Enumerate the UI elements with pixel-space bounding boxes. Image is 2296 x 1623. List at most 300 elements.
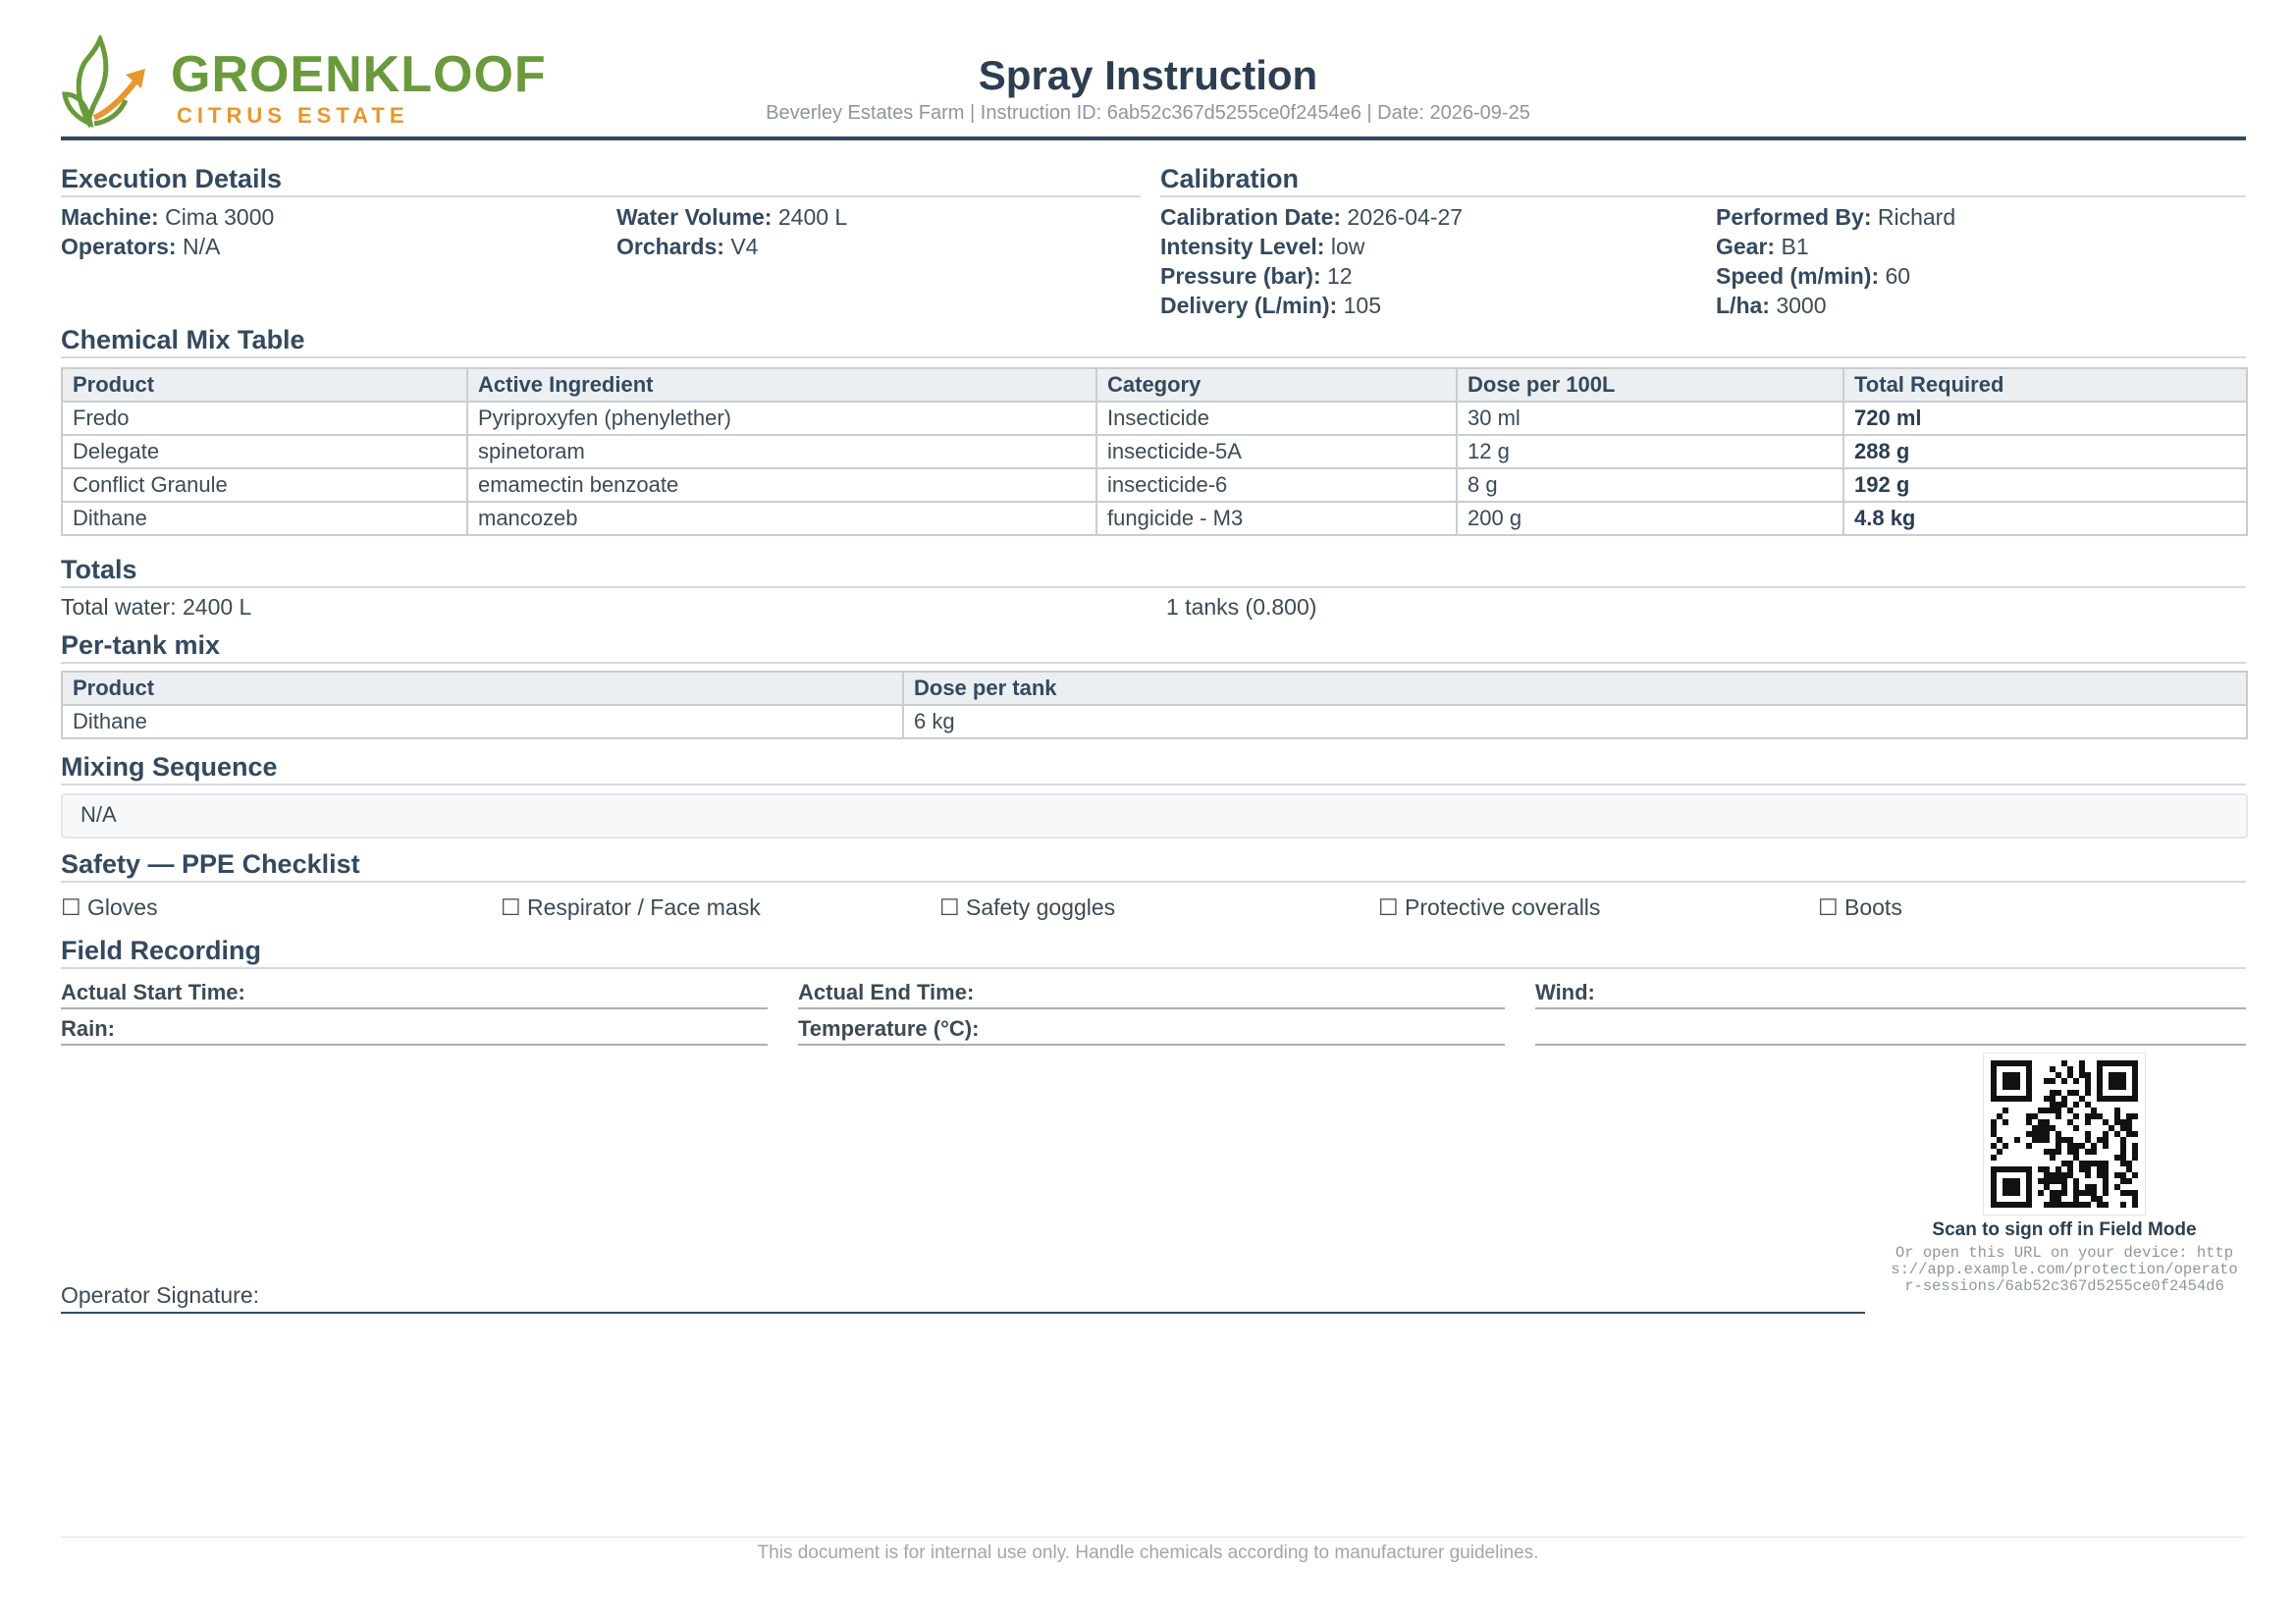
qr-module [2103,1096,2109,1102]
qr-module [2067,1161,2073,1166]
qr-module [2132,1096,2138,1102]
qr-module [2056,1172,2061,1178]
qr-module [2126,1060,2132,1066]
qr-module [2038,1166,2044,1172]
qr-module [2114,1172,2120,1178]
ppe-boots-checkbox[interactable]: ☐ Boots [1818,894,1902,920]
qr-module [1997,1060,2002,1066]
qr-module [2050,1096,2056,1102]
qr-module [2120,1084,2126,1090]
qr-module [2002,1096,2008,1102]
qr-module [2014,1072,2020,1078]
qr-module [2067,1143,2073,1149]
qr-module [2103,1166,2109,1172]
qr-module [1991,1190,1997,1196]
qr-module [2126,1161,2132,1166]
qr-module [2067,1108,2073,1113]
qr-module [2079,1096,2085,1102]
qr-module [2097,1172,2103,1178]
field-label: Calibration Date: [1160,204,1342,230]
qr-module [2026,1119,2032,1125]
qr-module [2097,1196,2103,1202]
mixing-sequence-box [61,793,2248,839]
rain-field[interactable]: Rain: [61,1014,768,1046]
qr-module [2126,1178,2132,1184]
qr-code[interactable] [1983,1053,2146,1216]
qr-module [2073,1125,2079,1131]
qr-module [2050,1149,2056,1155]
qr-module [2056,1178,2061,1184]
field-value: 2400 L [777,204,848,230]
qr-module [2014,1084,2020,1090]
footer-disclaimer: This document is for internal use only. Handle chemicals according to manufacturer guidelines. [757,1542,1539,1563]
qr-module [1991,1155,1997,1161]
qr-module [2109,1078,2114,1084]
qr-module [2067,1119,2073,1125]
field-label: Delivery (L/min): [1160,293,1338,318]
qr-module [2120,1149,2126,1155]
calibration-field [1716,202,1955,232]
qr-module [1991,1143,1997,1149]
qr-module [2126,1131,2132,1137]
qr-module [2038,1131,2044,1137]
qr-module [2120,1190,2126,1196]
qr-module [2038,1190,2044,1196]
qr-module [2056,1149,2061,1155]
qr-module [2085,1172,2091,1178]
table-row [62,705,2247,738]
qr-module [2085,1166,2091,1172]
qr-module [2085,1113,2091,1119]
field-value: 3000 [1776,293,1827,318]
qr-module [2091,1143,2097,1149]
qr-module [2067,1072,2073,1078]
calibration-field [1160,261,1353,291]
qr-module [1991,1078,1997,1084]
field-recording-heading: Field Recording [61,935,2246,969]
column-header: Category [1096,368,1457,402]
chemical-mix-table [61,367,2248,536]
qr-module [2091,1108,2097,1113]
calibration-field [1716,232,1809,261]
qr-module [2097,1166,2103,1172]
execution-details-heading: Execution Details [61,163,1141,197]
qr-module [2085,1184,2091,1190]
qr-module [1991,1096,1997,1102]
qr-module [2026,1060,2032,1066]
qr-module [2026,1202,2032,1208]
qr-module [2085,1137,2091,1143]
qr-module [2032,1137,2038,1143]
calibration-field [1160,291,1381,320]
qr-module [1991,1072,1997,1078]
field-label: L/ha: [1716,293,1770,318]
qr-module [2120,1161,2126,1166]
field-value: low [1330,234,1365,259]
qr-module [2056,1108,2061,1113]
qr-module [2109,1084,2114,1090]
qr-module [2109,1096,2114,1102]
dose-cell: 200 g [1457,502,1843,535]
field-label: Pressure (bar): [1160,263,1321,289]
qr-module [2073,1190,2079,1196]
qr-module [2073,1202,2079,1208]
wind-field[interactable]: Wind: [1535,978,2246,1009]
qr-caption: Scan to sign off in Field Mode [1932,1219,2197,1240]
qr-module [2020,1166,2026,1172]
qr-module [2091,1184,2097,1190]
table-header-row [62,368,2247,402]
qr-module [2026,1143,2032,1149]
temperature-field[interactable]: Temperature (°C): [798,1014,1505,1046]
qr-code-icon [1991,1060,2138,1208]
field-value: 12 [1327,263,1353,289]
table-header-row [62,672,2247,705]
qr-module [2097,1066,2103,1072]
qr-module [2050,1108,2056,1113]
qr-module [2085,1202,2091,1208]
qr-module [2132,1149,2138,1155]
dose-cell: 8 g [1457,468,1843,502]
total-required-cell: 720 ml [1843,402,2247,435]
table-row [62,468,2247,502]
qr-fallback-url[interactable]: Or open this URL on your device: https://app.example.com/protection/operator-sessions/6ab52c367d5255ce0f2454d6 [1891,1244,2238,1295]
qr-module [2073,1184,2079,1190]
field-label: Operators: [61,234,177,259]
qr-module [2020,1060,2026,1066]
qr-module [2014,1184,2020,1190]
qr-module [2061,1102,2067,1108]
qr-module [2067,1066,2073,1072]
qr-module [2073,1178,2079,1184]
qr-module [2073,1155,2079,1161]
qr-module [2026,1190,2032,1196]
ppe-respirator-checkbox[interactable]: ☐ Respirator / Face mask [501,894,761,920]
category-cell: Insecticide [1096,402,1457,435]
signature-line[interactable] [61,1312,1865,1314]
total-required-cell: 4.8 kg [1843,502,2247,535]
qr-module [2132,1113,2138,1119]
qr-module [2008,1084,2014,1090]
active-ingredient-cell: emamectin benzoate [467,468,1096,502]
field-value: B1 [1781,234,1809,259]
qr-module [2114,1131,2120,1137]
execution-field [616,232,758,261]
qr-module [2038,1137,2044,1143]
header-divider [61,136,2246,140]
qr-module [2044,1131,2050,1137]
qr-module [2097,1078,2103,1084]
qr-module [2061,1184,2067,1190]
qr-module [2008,1060,2014,1066]
qr-module [2132,1155,2138,1161]
qr-module [2132,1172,2138,1178]
qr-module [2085,1102,2091,1108]
qr-module [2132,1202,2138,1208]
qr-module [2114,1155,2120,1161]
qr-module [2097,1060,2103,1066]
qr-module [2050,1190,2056,1196]
dose-cell: 30 ml [1457,402,1843,435]
qr-module [2014,1178,2020,1184]
qr-module [2114,1078,2120,1084]
qr-module [1991,1066,1997,1072]
qr-module [2061,1190,2067,1196]
qr-module [2103,1137,2109,1143]
actual-end-time-field[interactable]: Actual End Time: [798,978,1505,1009]
qr-module [2002,1143,2008,1149]
field-value: Cima 3000 [165,204,275,230]
qr-module [2097,1137,2103,1143]
qr-module [2085,1078,2091,1084]
product-cell: Fredo [62,402,467,435]
qr-module [2026,1184,2032,1190]
qr-module [2091,1196,2097,1202]
per-tank-table [61,671,2248,739]
qr-module [2050,1202,2056,1208]
total-required-cell: 192 g [1843,468,2247,502]
qr-module [2103,1190,2109,1196]
qr-module [2120,1072,2126,1078]
qr-module [2109,1125,2114,1131]
qr-module [2050,1178,2056,1184]
qr-module [2050,1196,2056,1202]
qr-module [2097,1113,2103,1119]
qr-module [2044,1172,2050,1178]
column-header: Dose per tank [903,672,2247,705]
field-value: N/A [182,234,221,259]
qr-module [2026,1090,2032,1096]
execution-field [61,232,220,261]
qr-module [2008,1078,2014,1084]
qr-module [2103,1143,2109,1149]
qr-module [2085,1131,2091,1137]
column-header: Product [62,368,467,402]
qr-module [2085,1161,2091,1166]
qr-module [2026,1084,2032,1090]
qr-module [2008,1178,2014,1184]
qr-module [2091,1113,2097,1119]
qr-module [2079,1190,2085,1196]
qr-module [2109,1072,2114,1078]
qr-module [2026,1113,2032,1119]
calibration-field [1716,261,1910,291]
qr-module [2114,1108,2120,1113]
qr-module [2109,1060,2114,1066]
qr-module [2085,1149,2091,1155]
qr-module [2097,1084,2103,1090]
qr-module [2014,1137,2020,1143]
qr-module [2067,1137,2073,1143]
qr-module [1991,1172,1997,1178]
qr-module [2132,1072,2138,1078]
qr-module [2114,1084,2120,1090]
qr-module [1991,1196,1997,1202]
execution-field [616,202,847,232]
logo-tagline: CITRUS ESTATE [177,103,409,128]
qr-module [2079,1072,2085,1078]
qr-module [1991,1166,1997,1172]
qr-module [2103,1161,2109,1166]
qr-module [2002,1072,2008,1078]
qr-module [2044,1096,2050,1102]
qr-module [2120,1125,2126,1131]
product-cell: Conflict Granule [62,468,467,502]
qr-module [1991,1131,1997,1137]
execution-field [61,202,274,232]
qr-module [2056,1143,2061,1149]
qr-module [2079,1060,2085,1066]
calibration-field [1716,291,1827,320]
qr-module [2079,1161,2085,1166]
qr-module [2002,1184,2008,1190]
qr-module [2002,1178,2008,1184]
qr-module [1991,1178,1997,1184]
qr-module [2056,1113,2061,1119]
qr-module [2073,1078,2079,1084]
field-label: Orchards: [616,234,724,259]
qr-module [2026,1166,2032,1172]
qr-module [2132,1078,2138,1084]
qr-module [2085,1072,2091,1078]
active-ingredient-cell: spinetoram [467,435,1096,468]
qr-module [2002,1108,2008,1113]
qr-module [2067,1149,2073,1155]
qr-module [2044,1184,2050,1190]
qr-module [2073,1113,2079,1119]
qr-module [2073,1090,2079,1096]
qr-module [2008,1190,2014,1196]
field-value: Richard [1877,204,1956,230]
qr-module [2091,1190,2097,1196]
field-label: Performed By: [1716,204,1872,230]
qr-module [2061,1096,2067,1102]
qr-module [2061,1202,2067,1208]
qr-module [2002,1084,2008,1090]
column-header: Active Ingredient [467,368,1096,402]
qr-module [2114,1060,2120,1066]
qr-module [2056,1190,2061,1196]
qr-module [2008,1184,2014,1190]
qr-module [2073,1196,2079,1202]
qr-module [2120,1178,2126,1184]
qr-module [1997,1149,2002,1155]
category-cell: fungicide - M3 [1096,502,1457,535]
qr-module [2050,1172,2056,1178]
safety-heading: Safety — PPE Checklist [61,848,2246,883]
qr-module [2085,1190,2091,1196]
qr-module [2079,1202,2085,1208]
qr-module [2126,1119,2132,1125]
qr-module [2056,1131,2061,1137]
qr-module [2103,1184,2109,1190]
qr-module [1991,1184,1997,1190]
qr-module [2002,1060,2008,1066]
qr-module [2008,1072,2014,1078]
qr-module [2038,1178,2044,1184]
qr-module [2002,1078,2008,1084]
qr-module [2026,1178,2032,1184]
per-tank-heading: Per-tank mix [61,629,2246,664]
qr-module [2114,1184,2120,1190]
qr-module [2132,1131,2138,1137]
column-header: Total Required [1843,368,2247,402]
qr-module [2032,1113,2038,1119]
qr-module [2073,1149,2079,1155]
qr-module [2061,1078,2067,1084]
qr-module [1997,1113,2002,1119]
qr-module [2120,1096,2126,1102]
qr-module [2050,1078,2056,1084]
qr-module [2014,1078,2020,1084]
qr-module [2067,1166,2073,1172]
qr-module [2097,1072,2103,1078]
qr-module [2091,1149,2097,1155]
table-row [62,502,2247,535]
qr-module [2126,1096,2132,1102]
qr-module [2044,1108,2050,1113]
qr-module [2061,1178,2067,1184]
qr-module [2120,1119,2126,1125]
qr-module [2132,1084,2138,1090]
qr-module [2120,1202,2126,1208]
category-cell: insecticide-6 [1096,468,1457,502]
qr-module [2097,1090,2103,1096]
mixing-sequence-heading: Mixing Sequence [61,751,2246,785]
qr-module [1991,1060,1997,1066]
qr-module [1997,1137,2002,1143]
qr-module [2056,1166,2061,1172]
ppe-goggles-checkbox[interactable]: ☐ Safety goggles [939,894,1116,920]
qr-module [1991,1202,1997,1208]
field-value: V4 [730,234,759,259]
qr-module [2026,1072,2032,1078]
total-water: Total water: 2400 L [61,594,252,620]
qr-module [2026,1172,2032,1178]
qr-module [2120,1060,2126,1066]
qr-module [2038,1108,2044,1113]
field-label: Machine: [61,204,159,230]
qr-module [2061,1060,2067,1066]
ppe-coveralls-checkbox[interactable]: ☐ Protective coveralls [1378,894,1601,920]
product-cell: Dithane [62,705,903,738]
qr-module [2103,1172,2109,1178]
qr-module [2114,1072,2120,1078]
chemical-mix-heading: Chemical Mix Table [61,324,2246,358]
qr-module [2103,1131,2109,1137]
tank-count: 1 tanks (0.800) [1166,594,1317,620]
qr-module [2044,1202,2050,1208]
qr-module [2073,1102,2079,1108]
blank-field[interactable] [1535,1014,2246,1046]
qr-module [1997,1096,2002,1102]
actual-start-time-field[interactable]: Actual Start Time: [61,978,768,1009]
qr-module [2050,1066,2056,1072]
qr-module [2132,1090,2138,1096]
qr-module [2132,1066,2138,1072]
qr-module [2014,1202,2020,1208]
qr-module [2114,1096,2120,1102]
qr-module [2038,1125,2044,1131]
qr-module [2026,1131,2032,1137]
ppe-gloves-checkbox[interactable]: ☐ Gloves [61,894,158,920]
qr-module [2044,1078,2050,1084]
qr-module [2044,1178,2050,1184]
qr-module [2056,1090,2061,1096]
qr-module [2120,1172,2126,1178]
qr-module [2056,1137,2061,1143]
mixing-sequence-value: N/A [80,802,117,827]
